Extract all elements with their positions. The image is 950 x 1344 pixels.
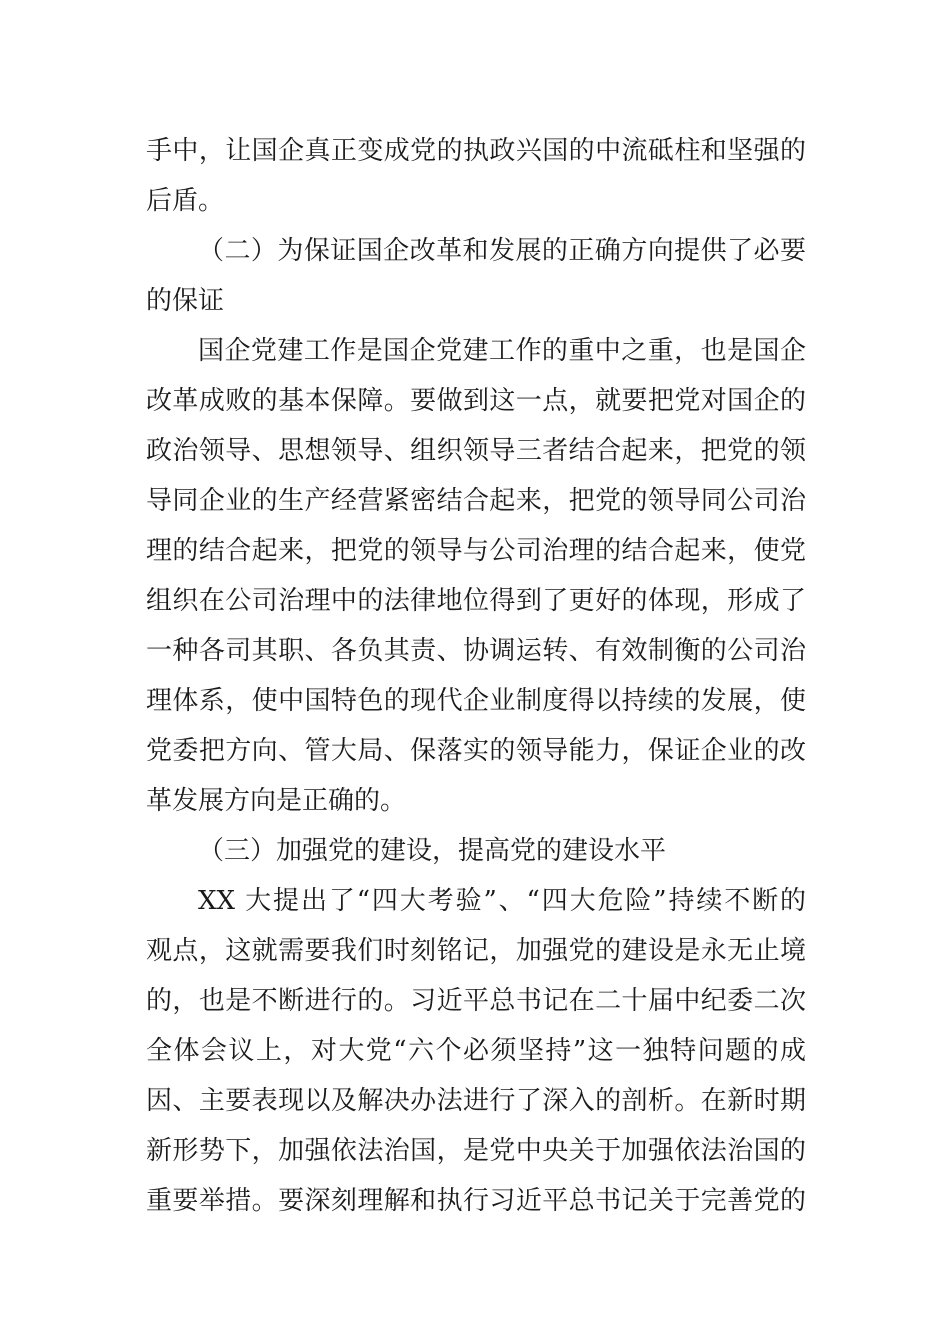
section-heading: （二）为保证国企改革和发展的正确方向提供了必要 [198,236,806,266]
text-line: 新形势下，加强依法治国，是党中央关于加强依法治国的 [146,1136,806,1166]
text-line: 组织在公司治理中的法律地位得到了更好的体现，形成了 [146,586,806,616]
text-line: 理的结合起来，把党的领导与公司治理的结合起来，使党 [146,536,806,566]
section-heading: （三）加强党的建设，提高党的建设水平 [198,836,667,866]
text-line: 的，也是不断进行的。习近平总书记在二十届中纪委二次 [146,986,806,1016]
text-line: 观点，这就需要我们时刻铭记，加强党的建设是永无止境 [146,936,806,966]
text-line: 政治领导、思想领导、组织领导三者结合起来，把党的领 [146,436,806,466]
text-line: 革发展方向是正确的。 [146,786,407,816]
text-line: 改革成败的基本保障。要做到这一点，就要把党对国企的 [146,386,806,416]
text-line: 因、主要表现以及解决办法进行了深入的剖析。在新时期 [146,1086,806,1116]
text-line: 后盾。 [146,186,225,216]
text-line: 国企党建工作是国企党建工作的重中之重，也是国企 [198,336,806,366]
text-line: 党委把方向、管大局、保落实的领导能力，保证企业的改 [146,736,806,766]
text-line: 全体会议上，对大党“六个必须坚持”这一独特问题的成 [146,1036,806,1066]
text-line: 理体系，使中国特色的现代企业制度得以持续的发展，使 [146,686,806,716]
text-line: XX 大提出了“四大考验”、“四大危险”持续不断的 [198,886,806,916]
text-line: 手中，让国企真正变成党的执政兴国的中流砥柱和坚强的 [146,136,806,166]
text-line: 重要举措。要深刻理解和执行习近平总书记关于完善党的 [146,1186,806,1216]
text-line: 一种各司其职、各负其责、协调运转、有效制衡的公司治 [146,636,806,666]
text-line: 导同企业的生产经营紧密结合起来，把党的领导同公司治 [146,486,806,516]
section-heading: 的保证 [146,286,225,316]
